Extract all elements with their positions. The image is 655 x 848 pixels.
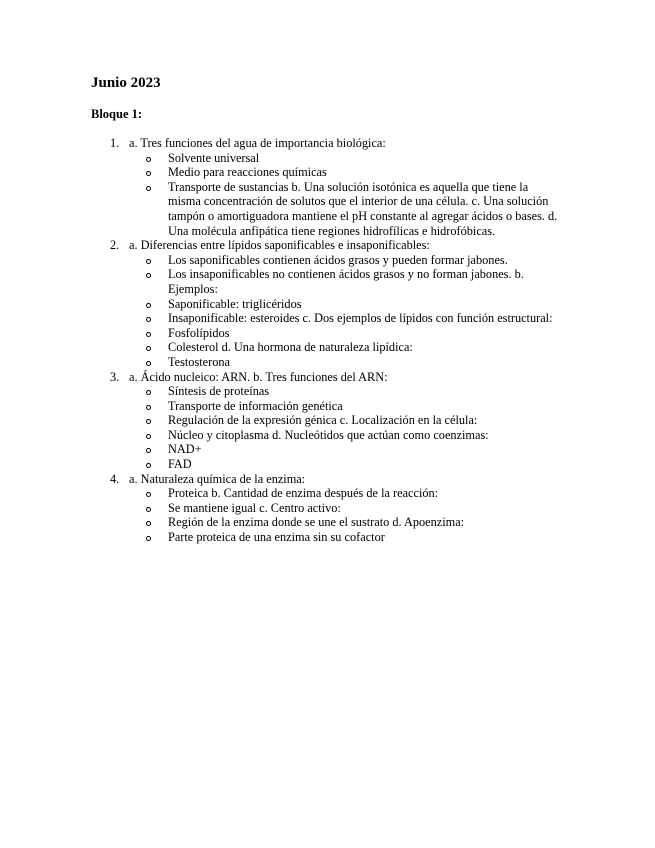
answer-item	[168, 413, 561, 428]
answer-item	[168, 442, 561, 457]
question-list	[91, 136, 561, 545]
bullet-icon	[146, 419, 151, 424]
bullet-icon	[146, 521, 151, 526]
answer-item	[168, 311, 561, 326]
answer-text: Se mantiene igual c. Centro activo:	[168, 500, 341, 515]
answer-item	[168, 340, 561, 355]
question-item	[91, 472, 561, 545]
answer-text: NAD+	[168, 442, 202, 457]
answer-item	[168, 486, 561, 501]
bullet-icon	[146, 448, 151, 453]
question-number: 4.	[110, 471, 120, 486]
answer-text: Región de la enzima donde se une el sustrato d. Apoenzima:	[168, 515, 465, 530]
document-title: Junio 2023	[91, 75, 161, 91]
bullet-icon	[146, 346, 151, 351]
answer-item	[168, 399, 561, 414]
answer-item	[168, 501, 561, 516]
block-heading: Bloque 1:	[91, 107, 143, 121]
answer-text: Proteica b. Cantidad de enzima después de la reacción:	[168, 486, 439, 501]
bullet-icon	[146, 405, 151, 410]
answer-text: Solvente universal	[168, 150, 260, 165]
bullet-icon	[146, 273, 151, 278]
bullet-icon	[146, 536, 151, 541]
question-item	[91, 136, 561, 238]
bullet-icon	[146, 317, 151, 322]
answer-text: Regulación de la expresión génica c. Localización en la célula:	[168, 413, 478, 428]
answer-text: FAD	[168, 457, 192, 472]
answer-item	[168, 297, 561, 312]
answer-item	[168, 267, 561, 296]
question-text: a. Naturaleza química de la enzima:	[129, 471, 306, 486]
answer-item	[168, 180, 561, 238]
answer-list	[129, 384, 561, 472]
answer-item	[168, 457, 561, 472]
bullet-icon	[146, 463, 151, 468]
answer-item	[168, 326, 561, 341]
answer-text: Núcleo y citoplasma d. Nucleótidos que actúan como coenzimas:	[168, 427, 489, 442]
answer-item	[168, 384, 561, 399]
question-item	[91, 238, 561, 369]
bullet-icon	[146, 157, 151, 162]
question-text: a. Tres funciones del agua de importancia biológica:	[129, 136, 386, 150]
bullet-icon	[146, 303, 151, 308]
question-number: 1.	[110, 136, 120, 150]
bullet-icon	[146, 507, 151, 512]
bullet-icon	[146, 492, 151, 497]
answer-item	[168, 165, 561, 180]
answer-text: Los insaponificables no contienen ácidos grasos y no forman jabones. b. Ejemplos:	[168, 267, 524, 296]
answer-item	[168, 253, 561, 268]
answer-text: Transporte de sustancias b. Una solución isotónica es aquella que tiene la misma concentración de solutos que el interior de una célula. c. Una solución tampón o amortiguadora mantiene el pH constante al agregar ácidos o bases. d. Una molécula anfipática tiene regiones hidrofílicas e hidrofóbicas.	[168, 179, 558, 238]
answer-item	[168, 428, 561, 443]
answer-item	[168, 151, 561, 166]
answer-text: Testosterona	[168, 354, 230, 369]
question-text: a. Ácido nucleico: ARN. b. Tres funciones del ARN:	[129, 369, 388, 384]
answer-text: Los saponificables contienen ácidos grasos y pueden formar jabones.	[168, 252, 508, 267]
answer-text: Insaponificable: esteroides c. Dos ejemplos de lípidos con función estructural:	[168, 311, 553, 326]
answer-list	[129, 486, 561, 544]
document-page	[91, 74, 561, 545]
answer-text: Transporte de información genética	[168, 398, 343, 413]
answer-list	[129, 151, 561, 239]
bullet-icon	[146, 171, 151, 176]
bullet-icon	[146, 186, 151, 191]
answer-text: Síntesis de proteínas	[168, 384, 270, 399]
question-item	[91, 370, 561, 472]
answer-text: Fosfolípidos	[168, 325, 230, 340]
answer-list	[129, 253, 561, 370]
answer-item	[168, 530, 561, 545]
answer-text: Colesterol d. Una hormona de naturaleza lipídica:	[168, 340, 413, 355]
question-text: a. Diferencias entre lípidos saponificables e insaponificables:	[129, 238, 430, 253]
bullet-icon	[146, 259, 151, 264]
answer-text: Medio para reacciones químicas	[168, 165, 327, 180]
answer-text: Parte proteica de una enzima sin su cofactor	[168, 530, 385, 545]
question-number: 3.	[110, 369, 120, 384]
answer-item	[168, 355, 561, 370]
bullet-icon	[146, 332, 151, 337]
answer-text: Saponificable: triglicéridos	[168, 296, 302, 311]
answer-item	[168, 515, 561, 530]
bullet-icon	[146, 361, 151, 366]
bullet-icon	[146, 434, 151, 439]
question-number: 2.	[110, 238, 120, 253]
bullet-icon	[146, 390, 151, 395]
